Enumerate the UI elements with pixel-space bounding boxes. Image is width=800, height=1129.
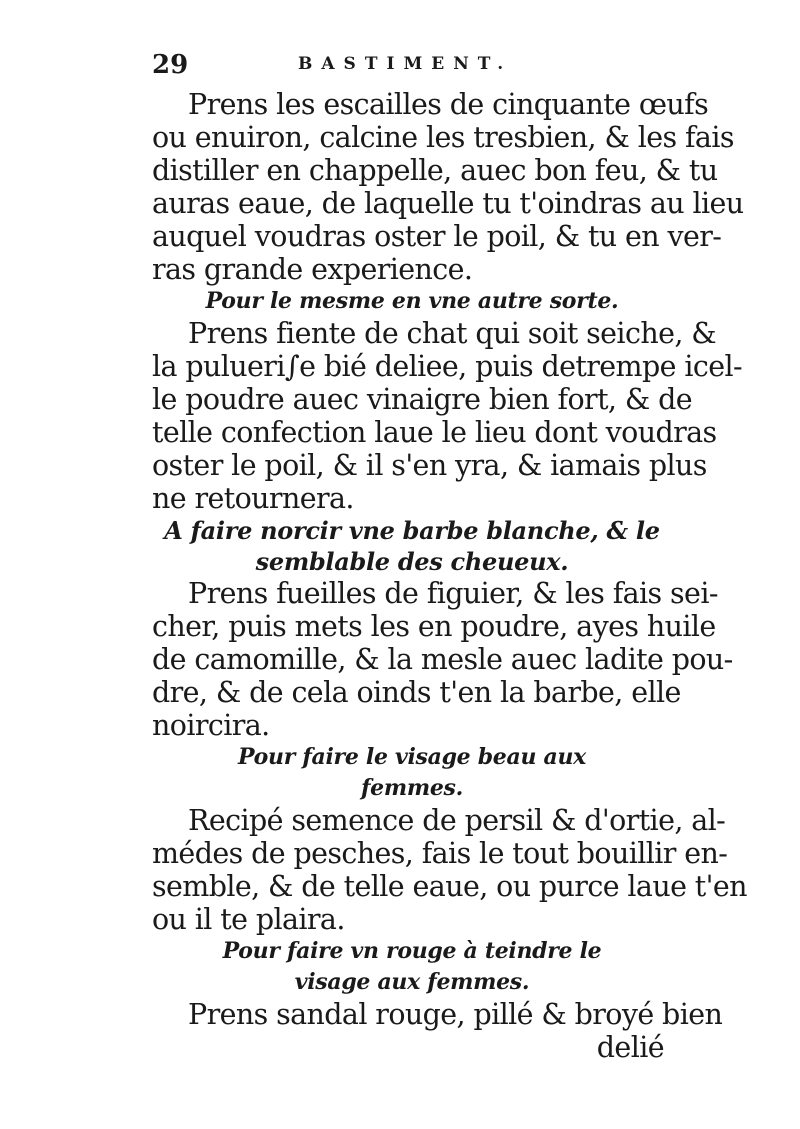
catchword: delié	[596, 1031, 664, 1064]
section-heading: Pour le mesme en vne autre sorte.	[205, 288, 619, 314]
text-line: médes de pesches, fais le tout bouillir en-	[152, 837, 728, 870]
section-heading: A faire norcir vne barbe blanche, & le	[164, 516, 660, 545]
text-line: Prens les escailles de cinquante œufs	[188, 88, 709, 121]
text-line: Prens sandal rouge, pillé & broyé bien	[188, 998, 723, 1031]
text-line: distiller en chappelle, auec bon feu, & tu	[152, 154, 718, 187]
running-title: BASTIMENT.	[298, 54, 513, 74]
page-header	[152, 40, 672, 88]
section-heading: femmes.	[361, 775, 463, 801]
text-line: ou enuiron, calcine les tresbien, & les fais	[152, 121, 734, 154]
text-line: ou il te plaira.	[152, 903, 345, 936]
recipe-section	[152, 88, 744, 286]
recipe-section	[152, 742, 747, 936]
section-heading: semblable des cheueux.	[255, 547, 569, 576]
recipe-section	[152, 286, 743, 515]
text-line: noircira.	[152, 709, 270, 742]
text-line: oster le poil, & il s'en yra, & iamais plus	[152, 449, 707, 482]
book-page	[152, 40, 747, 1064]
text-line: ne retournera.	[152, 482, 354, 515]
text-line: le poudre auec vinaigre bien fort, & de	[152, 383, 692, 416]
text-line: la pulueri∫e bié deliee, puis detrempe icel-	[152, 350, 743, 383]
section-heading: visage aux femmes.	[294, 969, 530, 995]
text-line: auquel voudras oster le poil, & tu en ver-	[152, 220, 722, 253]
text-line: telle confection laue le lieu dont voudras	[152, 416, 717, 449]
text-line: semble, & de telle eaue, ou purce laue t'en	[152, 870, 747, 903]
recipe-section	[152, 515, 733, 742]
text-line: auras eaue, de laquelle tu t'oindras au lieu	[152, 187, 744, 220]
section-heading: Pour faire le visage beau aux	[238, 744, 586, 770]
recipe-section	[152, 936, 723, 1064]
page-number: 29	[152, 50, 189, 80]
text-line: dre, & de cela oinds t'en la barbe, elle	[152, 676, 681, 709]
text-line: Recipé semence de persil & d'ortie, al-	[188, 804, 726, 837]
text-line: de camomille, & la mesle auec ladite pou-	[152, 643, 733, 676]
section-heading: Pour faire vn rouge à teindre le	[222, 938, 602, 964]
text-line: cher, puis mets les en poudre, ayes huile	[152, 610, 716, 643]
text-line: ras grande experience.	[152, 253, 473, 286]
text-line: Prens fiente de chat qui soit seiche, &	[188, 317, 717, 350]
text-line: Prens fueilles de figuier, & les fais sei-	[188, 577, 718, 610]
